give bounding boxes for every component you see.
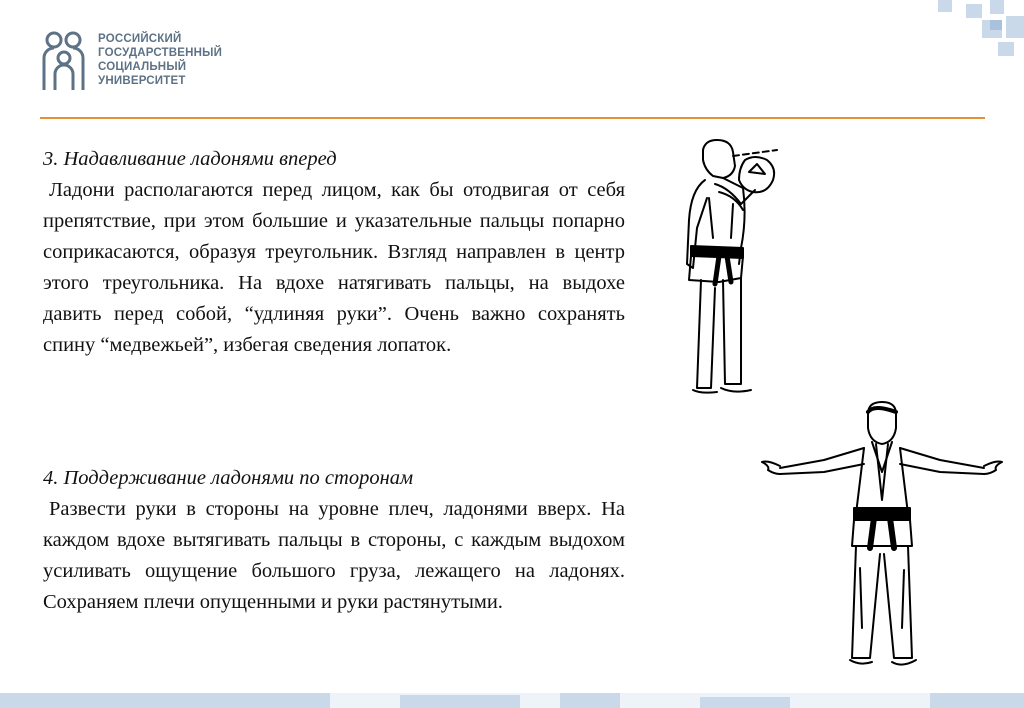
logo-line-4: УНИВЕРСИТЕТ xyxy=(98,75,186,87)
exercise-4 xyxy=(43,463,625,618)
logo-line-3: СОЦИАЛЬНЫЙ xyxy=(98,61,187,73)
logo-line-2: ГОСУДАРСТВЕННЫЙ xyxy=(98,47,223,59)
exercise-3-body: Ладони располагаются перед лицом, как бы отодвигая от себя препятствие, при этом большие и указательные пальцы попарно соприкасаются, образуя треугольник. Взгляд направлен в центр этого треугольника. На вдохе натягивать пальцы, на выдохе давить перед собой, “удлиняя руки”. Очень важно сохранять спину “медвежьей”, избегая сведения лопаток. xyxy=(43,179,625,356)
person-pushing-palms-forward-illustration xyxy=(675,138,805,408)
decorative-bottom-band xyxy=(0,693,1024,708)
person-arms-extended-sideways-illustration xyxy=(760,400,1005,680)
exercise-4-body: Развести руки в стороны на уровне плеч, ладонями вверх. На каждом вдохе вытягивать пальцы в стороны, с каждым выдохом усиливать ощущение большого груза, лежащего на ладонях. Сохраняем плечи опущенными и руки растянутыми. xyxy=(43,498,625,613)
university-logo xyxy=(40,30,260,94)
header-divider xyxy=(40,117,985,119)
exercise-3-heading: 3. Надавливание ладонями вперед xyxy=(43,148,337,170)
exercise-3 xyxy=(43,144,625,361)
exercise-4-heading: 4. Поддерживание ладонями по сторонам xyxy=(43,467,414,489)
university-name xyxy=(98,32,268,88)
decorative-squares-top xyxy=(930,0,1024,62)
people-icon xyxy=(40,30,90,92)
logo-line-1: РОССИЙСКИЙ xyxy=(98,33,182,45)
